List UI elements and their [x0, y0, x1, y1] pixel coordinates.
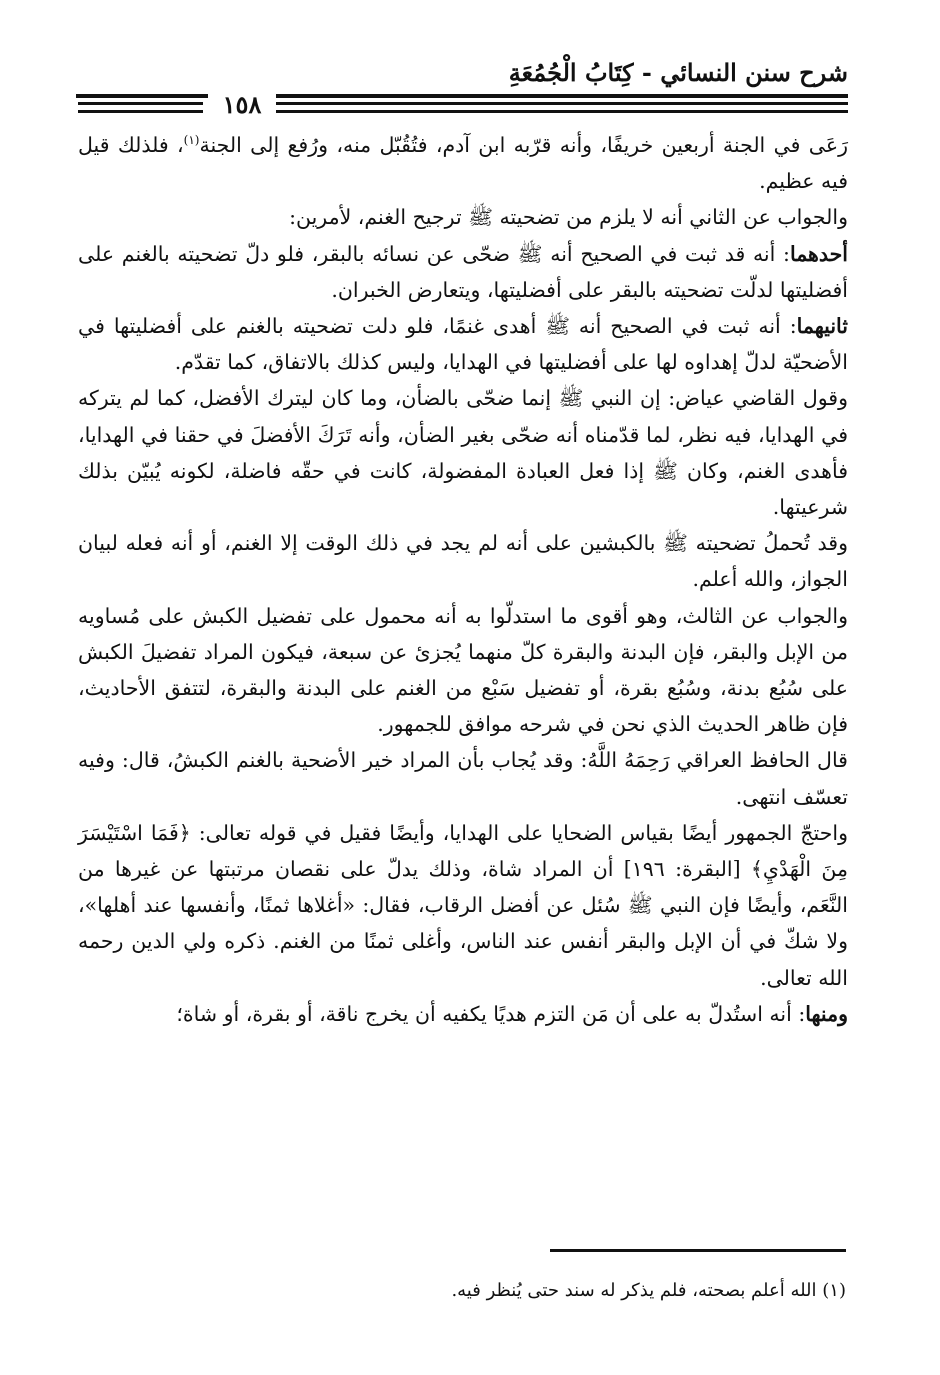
page-header — [78, 54, 848, 119]
paragraph — [78, 127, 848, 199]
paragraph — [78, 199, 848, 235]
footnote: (١) الله أعلم بصحته، فلم يذكر له سند حتى يُنظر فيه. — [451, 1280, 846, 1301]
header-double-rule-left — [78, 102, 203, 118]
paragraph-text: قال الحافظ العراقي رَحِمَهُ اللَّهُ: وقد يُجاب بأن المراد خير الأضحية بالغنم الكبشُ، قال: وفيه تعسّف انتهى. — [78, 748, 848, 809]
paragraph-lead: ثانيهما — [796, 314, 848, 339]
paragraph-text: رَعَى في الجنة أربعين خريفًا، وأنه قرّبه ابن آدم، فتُقُبّل منه، ورُفع إلى الجنة — [199, 133, 849, 157]
book-title: شرح سنن النسائي - كِتَابُ الْجُمُعَةِ — [508, 58, 848, 87]
paragraph — [78, 598, 848, 743]
footnote-separator — [550, 1249, 846, 1252]
paragraph-lead: أحدهما — [789, 241, 848, 266]
header-rule — [76, 94, 848, 98]
header-double-rule-right — [275, 102, 848, 118]
paragraph-text: وقول القاضي عياض: إن النبي ﷺ إنما ضحّى بالضأن، وما كان ليترك الأفضل، كما لم يتركه في الهدايا، فيه نظر، لما قدّمناه أنه ضحّى بغير الضأن، وأنه تَرَكَ الأفضلَ في حقنا في الهدايا، فأهدى الغنم، وكان ﷺ إذا فعل العبادة المفضولة، كانت في حقّه فاضلة، لكونه يُبيّن بذلك شرعيتها. — [78, 386, 848, 520]
paragraph-text: والجواب عن الثاني أنه لا يلزم من تضحيته ﷺ ترجيح الغنم، لأمرين: — [289, 205, 848, 230]
paragraph-text: : أنه استُدلّ به على أن مَن التزم هديًا يكفيه أن يخرج ناقة، أو بقرة، أو شاة؛ — [176, 1001, 806, 1026]
paragraph-text: والجواب عن الثالث، وهو أقوى ما استدلّوا به أنه محمول على تفضيل الكبش على مُساويه من الإبل والبقر، فإن البدنة والبقرة كلّ منهما يُجزئ عن سبعة، فيكون المراد تفضيلَ الكبش على سُبُع بدنة، وسُبُع بقرة، أو تفضيل سَبْع من الغنم على البدنة والبقرة، لتتفق الأحاديث، فإن ظاهر الحديث الذي نحن في شرحه موافق للجمهور. — [78, 603, 848, 737]
paragraph — [78, 236, 848, 308]
paragraph — [78, 308, 848, 380]
page-number: ١٥٨ — [208, 90, 276, 119]
paragraph-text: واحتجّ الجمهور أيضًا بقياس الضحايا على الهدايا، وأيضًا فقيل في قوله تعالى: ﴿فَمَا اسْتَيْسَرَ مِنَ الْهَدْيِ﴾ [البقرة: ١٩٦] أن المراد شاة، وذلك يدلّ على نقصان مرتبتها عن غيرها من النَّعَم، وأيضًا فإن النبي ﷺ سُئل عن أفضل الرقاب، فقال: «أغلاها ثمنًا، وأنفسها عند أهلها»، ولا شكّ في أن الإبل والبقر أنفس عند الناس، وأغلى ثمنًا من الغنم. ذكره ولي الدين رحمه الله تعالى. — [78, 820, 848, 990]
paragraph — [78, 742, 848, 814]
body-text — [78, 127, 848, 1032]
footnote-marker: (١) — [183, 133, 200, 148]
paragraph — [78, 525, 848, 597]
paragraph-text: وقد تُحملُ تضحيته ﷺ بالكبشين على أنه لم يجد في ذلك الوقت إلا الغنم، أو أنه فعله لبيان الجواز، والله أعلم. — [78, 531, 848, 592]
paragraph-text: : أنه ثبت في الصحيح أنه ﷺ أهدى غنمًا، فلو دلت تضحيته بالغنم على أفضليتها في الأضحيّة لدلّ إهداوه لها على أفضليتها في الهدايا، وليس كذلك بالاتفاق، كما تقدّم. — [78, 314, 848, 375]
paragraph-text: ، فلذلك قيل فيه عظيم. — [78, 133, 848, 194]
paragraph-text: : أنه قد ثبت في الصحيح أنه ﷺ ضحّى عن نسائه بالبقر، فلو دلّ تضحيته بالغنم على أفضليتها لدلّت تضحيته بالبقر على أفضليتها، ويتعارض الخبران. — [78, 241, 848, 302]
paragraph-lead: ومنها — [805, 1001, 848, 1026]
paragraph — [78, 996, 848, 1032]
paragraph — [78, 815, 848, 996]
paragraph — [78, 380, 848, 525]
